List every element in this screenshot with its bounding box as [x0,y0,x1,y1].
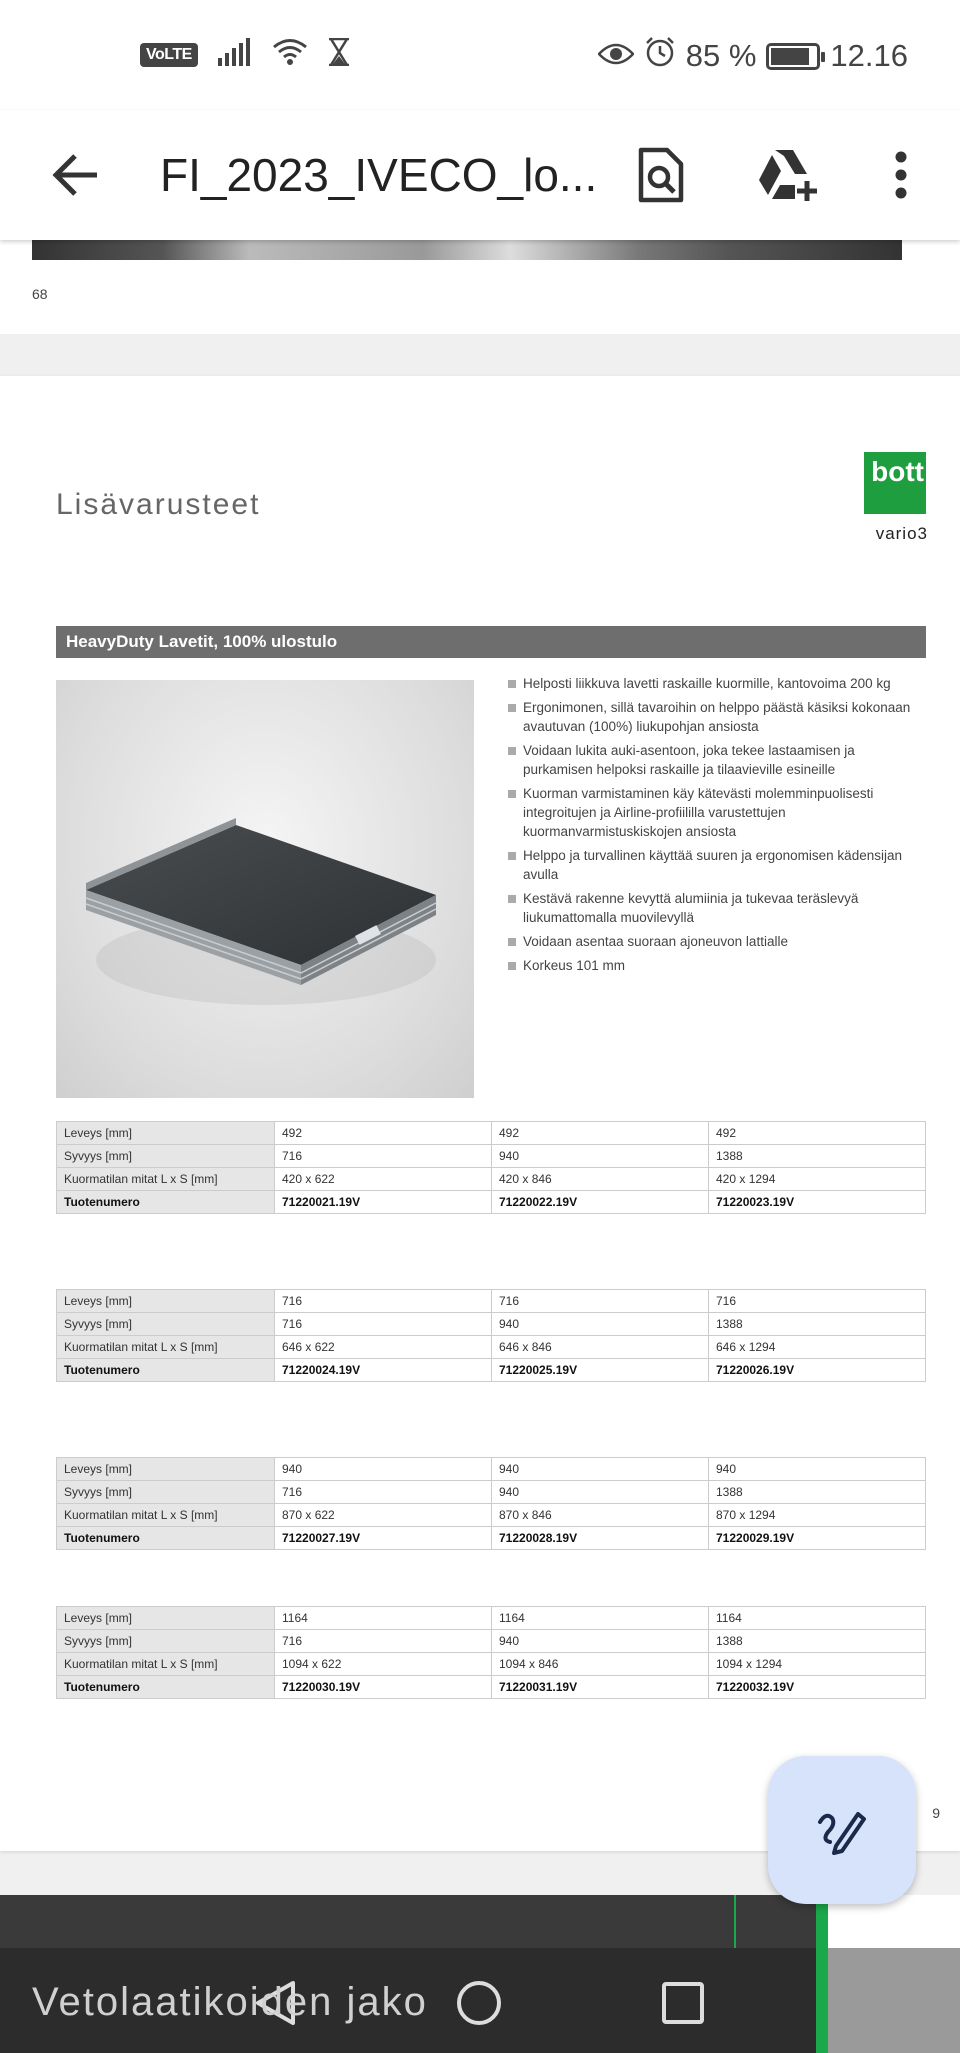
previous-page [0,240,960,334]
table-cell: 71220024.19V [275,1359,492,1382]
table-cell: 870 x 846 [492,1504,709,1527]
table-cell: 870 x 1294 [709,1504,926,1527]
table-cell: 716 [275,1145,492,1168]
feature-item: Voidaan asentaa suoraan ajoneuvon lattialle [508,932,928,951]
row-label: Syvyys [mm] [57,1630,275,1653]
row-label: Leveys [mm] [57,1122,275,1145]
feature-item: Helppo ja turvallinen käyttää suuren ja ergonomisen kädensijan avulla [508,846,928,884]
next-page-title: Vetolaatikoiden jako [32,1980,428,2024]
row-label: Tuotenumero [57,1359,275,1382]
back-arrow-icon [51,153,99,197]
signal-icon [218,38,252,71]
spec-table-4 [56,1606,926,1699]
table-cell: 870 x 622 [275,1504,492,1527]
table-cell: 1094 x 622 [275,1653,492,1676]
table-cell: 1094 x 1294 [709,1653,926,1676]
table-cell: 716 [275,1481,492,1504]
table-cell: 71220027.19V [275,1527,492,1550]
feature-item: Voidaan lukita auki-asentoon, joka tekee lastaamisen ja purkamisen helpoksi raskaille ja tilaavieville esineille [508,741,928,779]
table-cell: 940 [492,1458,709,1481]
battery-percent: 85 % [685,38,757,73]
table-cell: 71220026.19V [709,1359,926,1382]
nav-recents-icon [661,1981,705,2025]
table-cell: 1388 [709,1481,926,1504]
table-cell: 646 x 846 [492,1336,709,1359]
previous-page-number: 68 [32,286,48,302]
nav-home-icon [455,1979,503,2027]
table-cell: 71220028.19V [492,1527,709,1550]
table-cell: 940 [492,1145,709,1168]
table-row [57,1290,926,1313]
volte-badge: VoLTE [140,43,198,67]
table-cell: 71220022.19V [492,1191,709,1214]
table-cell: 1164 [709,1607,926,1630]
table-row [57,1653,926,1676]
row-label: Syvyys [mm] [57,1481,275,1504]
app-bar [0,110,960,240]
feature-item: Helposti liikkuva lavetti raskaille kuormille, kantovoima 200 kg [508,674,928,693]
table-row [57,1504,926,1527]
clock: 12.16 [830,38,908,73]
next-page-gray-area [828,1948,960,2053]
document-title: FI_2023_IVECO_lo... [160,149,598,201]
hourglass-icon [328,38,350,71]
green-accent-bar [816,1895,828,2053]
green-accent-line [734,1895,736,1948]
table-cell: 940 [492,1313,709,1336]
nav-recents-button[interactable] [648,1968,718,2038]
table-cell: 71220025.19V [492,1359,709,1382]
table-cell: 940 [275,1458,492,1481]
row-label: Syvyys [mm] [57,1313,275,1336]
nav-home-button[interactable] [444,1968,514,2038]
battery-icon [766,43,820,70]
table-row [57,1458,926,1481]
table-cell: 71220021.19V [275,1191,492,1214]
table-cell: 492 [709,1122,926,1145]
table-row [57,1630,926,1653]
table-cell: 1388 [709,1145,926,1168]
table-cell: 420 x 1294 [709,1168,926,1191]
table-cell: 716 [275,1290,492,1313]
alarm-icon [644,36,676,76]
search-document-icon [637,147,685,203]
feature-item: Ergonimonen, sillä tavaroihin on helppo päästä käsiksi kokonaan avautuvan (100%) liukupohjan ansiosta [508,698,928,736]
table-cell: 492 [275,1122,492,1145]
table-cell: 71220030.19V [275,1676,492,1699]
table-row [57,1676,926,1699]
table-cell: 940 [709,1458,926,1481]
current-page [0,376,960,1851]
table-row [57,1359,926,1382]
previous-page-image [32,240,902,260]
table-cell: 646 x 1294 [709,1336,926,1359]
spec-table-1 [56,1121,926,1214]
feature-item: Kestävä rakenne kevyttä alumiinia ja tukevaa teräslevyä liukumattomalla muovilevyllä [508,889,928,927]
logo-subtext: vario3 [875,524,928,543]
table-cell: 716 [709,1290,926,1313]
row-label: Tuotenumero [57,1527,275,1550]
more-vert-icon [891,150,911,200]
table-row [57,1313,926,1336]
row-label: Kuormatilan mitat L x S [mm] [57,1168,275,1191]
table-row [57,1527,926,1550]
table-cell: 940 [492,1481,709,1504]
search-document-button[interactable] [626,140,696,210]
feature-item: Korkeus 101 mm [508,956,928,975]
table-cell: 420 x 622 [275,1168,492,1191]
table-row [57,1481,926,1504]
table-row [57,1122,926,1145]
table-cell: 940 [492,1630,709,1653]
row-label: Syvyys [mm] [57,1145,275,1168]
table-cell: 71220023.19V [709,1191,926,1214]
status-bar [0,0,960,110]
spec-table-2 [56,1289,926,1382]
feature-list [508,674,928,980]
table-cell: 1094 x 846 [492,1653,709,1676]
table-cell: 716 [492,1290,709,1313]
table-row [57,1336,926,1359]
row-label: Tuotenumero [57,1676,275,1699]
row-label: Leveys [mm] [57,1607,275,1630]
spec-table-3 [56,1457,926,1550]
table-cell: 1164 [275,1607,492,1630]
add-to-drive-icon [755,147,819,203]
row-label: Kuormatilan mitat L x S [mm] [57,1504,275,1527]
table-cell: 716 [275,1630,492,1653]
table-cell: 71220031.19V [492,1676,709,1699]
bott-logo: bott [864,452,926,514]
more-options-button[interactable] [866,140,936,210]
table-cell: 71220029.19V [709,1527,926,1550]
row-label: Tuotenumero [57,1191,275,1214]
section-title: Lisävarusteet [56,488,261,521]
product-image [56,680,474,1098]
table-cell: 1164 [492,1607,709,1630]
status-right [598,36,908,76]
table-row [57,1145,926,1168]
product-banner: HeavyDuty Lavetit, 100% ulostulo [56,626,926,658]
wifi-icon [272,38,308,71]
table-row [57,1607,926,1630]
row-label: Kuormatilan mitat L x S [mm] [57,1653,275,1676]
table-cell: 1388 [709,1313,926,1336]
table-row [57,1168,926,1191]
edit-fab-button[interactable] [768,1756,916,1904]
table-row [57,1191,926,1214]
eye-icon [598,38,634,74]
page-number: 9 [932,1805,940,1821]
add-to-drive-button[interactable] [752,140,822,210]
row-label: Leveys [mm] [57,1290,275,1313]
table-cell: 492 [492,1122,709,1145]
feature-item: Kuorman varmistaminen käy kätevästi molemminpuolisesti integroitujen ja Airline-profiililla varustettujen kuormanvarmistuskiskojen ansiosta [508,784,928,841]
row-label: Leveys [mm] [57,1458,275,1481]
battery-fill [771,48,808,65]
table-cell: 1388 [709,1630,926,1653]
row-label: Kuormatilan mitat L x S [mm] [57,1336,275,1359]
table-cell: 71220032.19V [709,1676,926,1699]
table-cell: 646 x 622 [275,1336,492,1359]
pdf-viewer[interactable] [0,240,960,1896]
table-cell: 420 x 846 [492,1168,709,1191]
back-button[interactable] [40,144,110,206]
table-cell: 716 [275,1313,492,1336]
edit-pen-icon [814,1802,870,1858]
status-left [140,38,350,71]
